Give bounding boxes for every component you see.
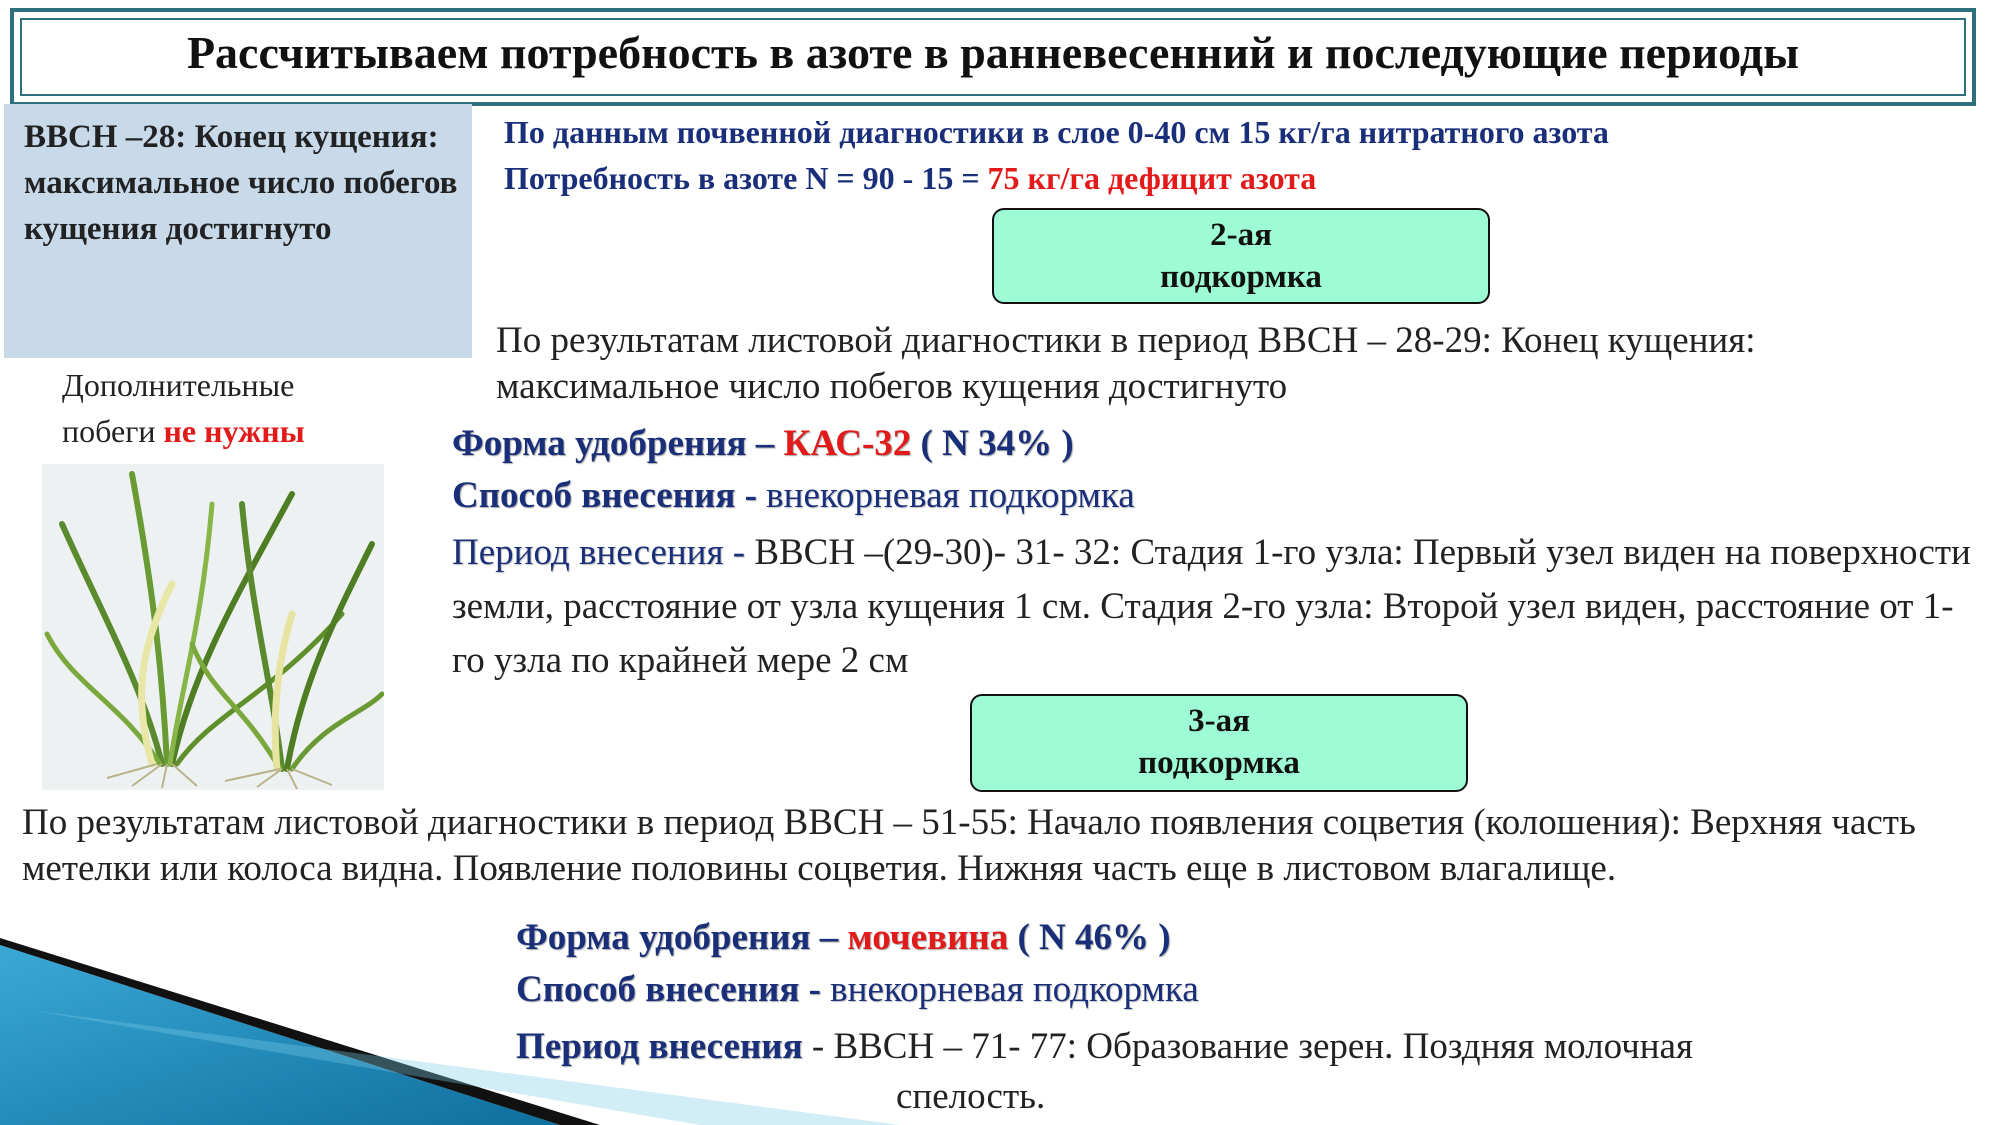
- feeding-3-form-tail: ( N 46% ): [1008, 917, 1171, 958]
- nitrogen-need-line: [504, 160, 1316, 197]
- feeding-3-period-label: Период внесения: [516, 1026, 812, 1067]
- feeding-2-period-value: ВВСН –(29-30)- 31- 32: Стадия 1-го узла: Первый узел виден на поверхности земли, расстояние от узла кущения 1 см. Стадия 2-го узла: Второй узел виден, расстояние от 1-го узла по крайней мере 2 см: [452, 532, 1971, 681]
- feeding-3-period-value: - ВВСН – 71- 77: Образование зерен. Поздняя молочная: [811, 1026, 1693, 1067]
- feeding-3-period-continuation: спелость.: [896, 1076, 1046, 1117]
- feeding-3-method-label: Способ внесения -: [516, 969, 831, 1010]
- feeding-2-period-label: Период внесения -: [452, 532, 755, 573]
- second-feeding-badge: [992, 208, 1490, 304]
- feeding-3-form-label: Форма удобрения –: [516, 917, 848, 958]
- extra-shoots-prefix: Дополнительные побеги: [62, 367, 295, 449]
- extra-shoots-highlight: не нужны: [163, 413, 305, 449]
- third-feeding-badge: [970, 694, 1468, 792]
- soil-diagnostics-line: По данным почвенной диагностики в слое 0-40 см 15 кг/га нитратного азота: [504, 114, 1609, 150]
- third-feeding-label: подкормка: [1138, 745, 1300, 781]
- nitrogen-deficit: 75 кг/га дефицит азота: [987, 160, 1317, 196]
- nitrogen-need-formula: Потребность в азоте N = 90 - 15 =: [504, 160, 988, 196]
- page-title: Рассчитываем потребность в азоте в ранневесенний и последующие периоды: [186, 27, 1800, 78]
- stage-info-text: ВВСН –28: Конец кущения: максимальное число побегов кущения достигнуто: [24, 119, 458, 247]
- leaf-diagnostics-2: По результатам листовой диагностики в период ВВСН – 51-55: Начало появления соцветия (колошения): Верхняя часть метелки или колоса видна. Появление половины соцветия. Нижняя часть еще в листовом влагалище.: [22, 802, 1916, 889]
- feeding-3-method: [516, 968, 1199, 1011]
- title-frame: [10, 8, 1976, 106]
- third-feeding-number: 3-ая: [1188, 703, 1250, 739]
- feeding-3-form-value: мочевина: [847, 917, 1009, 958]
- leaf-diagnostics-1: По результатам листовой диагностики в период ВВСН – 28-29: Конец кущения: максимальное число побегов кущения достигнуто: [496, 320, 1756, 407]
- plant-photo: [42, 464, 384, 790]
- feeding-3-form: [516, 916, 1171, 959]
- feeding-2-period: [452, 526, 1972, 688]
- feeding-2-form-tail: ( N 34% ): [911, 423, 1074, 464]
- feeding-2-method-label: Способ внесения -: [452, 475, 767, 516]
- extra-shoots-note: [62, 362, 382, 454]
- feeding-2-form-label: Форма удобрения –: [452, 423, 784, 464]
- feeding-3-method-value: внекорневая подкормка: [830, 969, 1199, 1010]
- feeding-2-method-value: внекорневая подкормка: [766, 475, 1135, 516]
- feeding-3-period: [516, 1020, 1976, 1074]
- feeding-2-method: [452, 474, 1135, 517]
- second-feeding-number: 2-ая: [1210, 217, 1272, 253]
- feeding-2-form: [452, 422, 1074, 465]
- feeding-2-form-value: КАС-32: [783, 423, 912, 464]
- stage-info-box: [4, 104, 472, 358]
- second-feeding-label: подкормка: [1160, 259, 1322, 295]
